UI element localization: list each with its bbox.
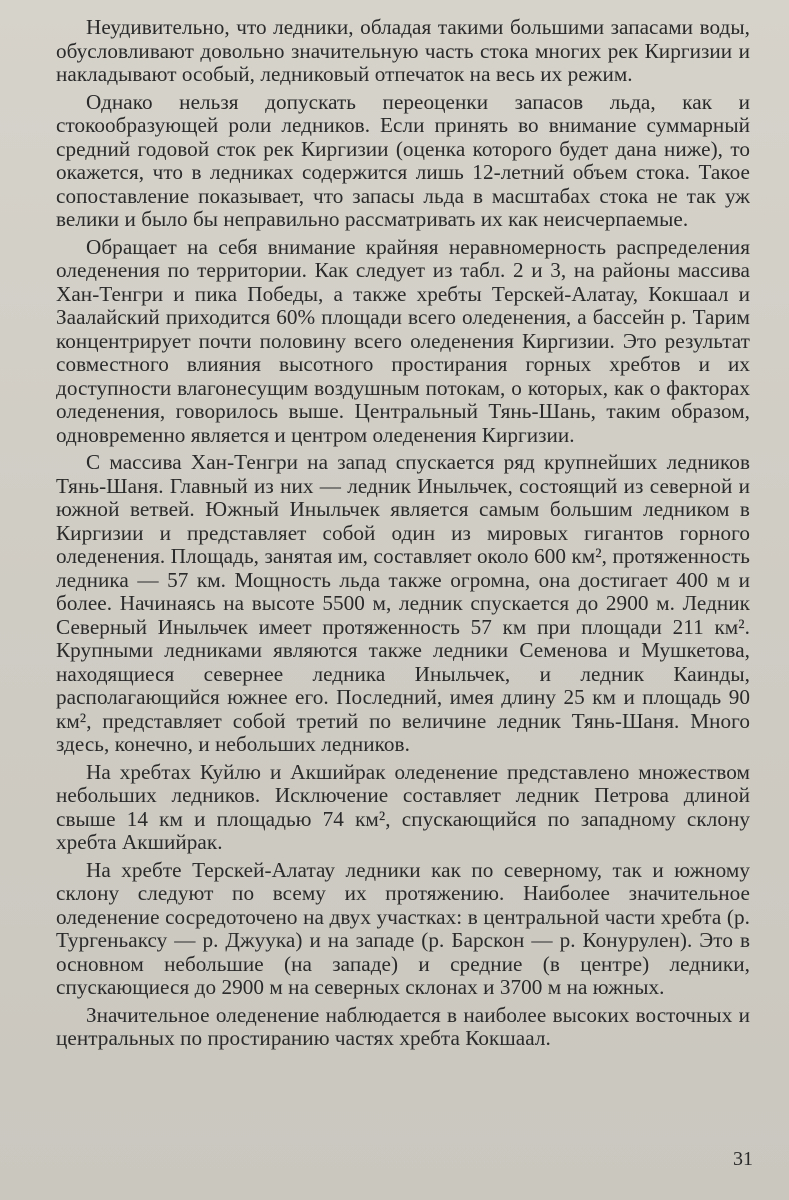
paragraph-2: Однако нельзя допускать переоценки запасов льда, как и стокообразующей роли ледников. Если принять во внимание суммарный средний годовой сток рек Киргизии (оценка которого будет дана ниже), то окажется, что в ледниках содержится лишь 12-летний объем стока. Такое сопоставление показывает, что запасы льда в масштабах стока не так уж велики и было бы неправильно рассматривать их как неисчерпаемые. (56, 89, 750, 231)
paragraph-7: Значительное оледенение наблюдается в наиболее высоких восточных и центральных по простиранию частях хребта Кокшаал. (56, 1002, 750, 1050)
paragraph-6: На хребте Терскей-Алатау ледники как по северному, так и южному склону следуют по всему их протяжению. Наиболее значительное оледенение сосредоточено на двух участках: в центральной части хребта (р. Тургеньаксу — р. Джуука) и на западе (р. Барскон — р. Конурулен). Это в основном небольшие (на западе) и средние (в центре) ледники, спускающиеся до 2900 м на северных склонах и 3700 м на южных. (56, 857, 750, 999)
paragraph-1: Неудивительно, что ледники, обладая такими большими запасами воды, обусловливают довольно значительную часть стока многих рек Киргизии и накладывают особый, ледниковый отпечаток на весь их режим. (56, 15, 750, 86)
paragraph-4: С массива Хан-Тенгри на запад спускается ряд крупнейших ледников Тянь-Шаня. Главный из них — ледник Иныльчек, состоящий из северной и южной ветвей. Южный Иныльчек является самым большим ледником в Киргизии и представляет собой один из мировых гигантов горного оледенения. Площадь, занятая им, составляет около 600 км², протяженность ледника — 57 км. Мощность льда также огромна, она достигает 400 м и более. Начинаясь на высоте 5500 м, ледник спускается до 2900 м. Ледник Северный Иныльчек имеет протяженность 57 км при площади 211 км². Крупными ледниками являются также ледники Семенова и Мушкетова, находящиеся севернее ледника Иныльчек, и ледник Каинды, располагающийся южнее его. Последний, имея длину 25 км и площадь 90 км², представляет собой третий по величине ледник Тянь-Шаня. Много здесь, конечно, и небольших ледников. (56, 450, 750, 756)
paragraph-3: Обращает на себя внимание крайняя неравномерность распределения оледенения по территории. Как следует из табл. 2 и 3, на районы массива Хан-Тенгри и пика Победы, а также хребты Терскей-Алатау, Кокшаал и Заалайский приходится 60% площади всего оледенения, а бассейн р. Тарим концентрирует почти половину всего оледенения Киргизии. Это результат совместного влияния высотного простирания горных хребтов и их доступности влагонесущим воздушным потокам, о которых, как о факторах оледенения, говорилось выше. Центральный Тянь-Шань, таким образом, одновременно является и центром оледенения Киргизии. (56, 234, 750, 447)
body-text (56, 16, 750, 1055)
paragraph-5: На хребтах Куйлю и Акшийрак оледенение представлено множеством небольших ледников. Исключение составляет ледник Петрова длиной свыше 14 км и площадью 74 км², спускающийся по западному склону хребта Акшийрак. (56, 759, 750, 854)
page-number: 31 (733, 1148, 753, 1170)
